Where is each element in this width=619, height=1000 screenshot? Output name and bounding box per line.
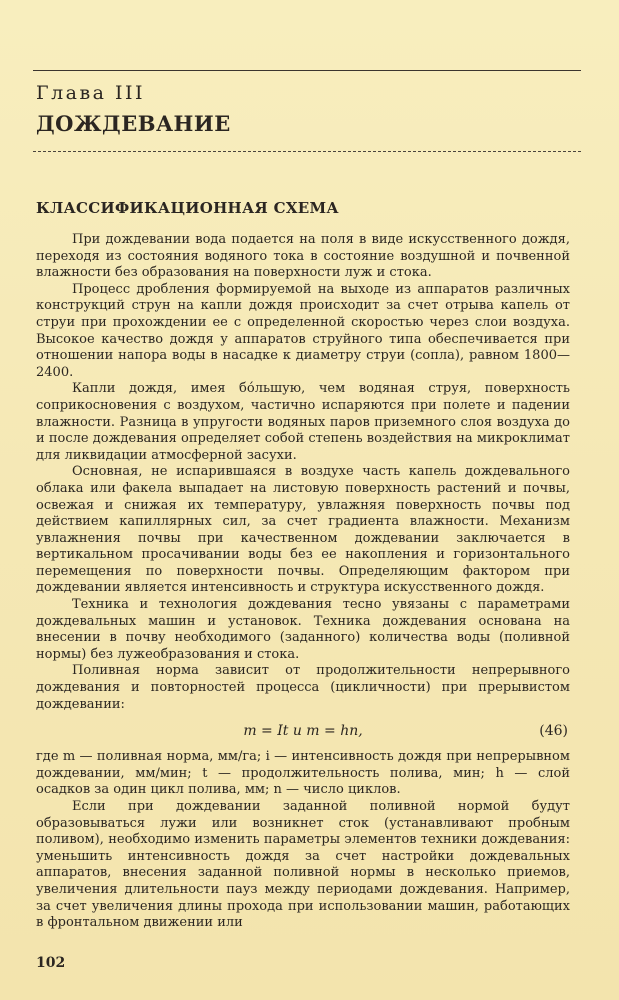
top-rule (33, 70, 581, 71)
body-text (36, 232, 570, 932)
paragraph: Капли дождя, имея бо́льшую, чем водяная струя, поверхность соприкосновения с воздухом, частично испаряются при полете и падении влажности. Разница в упругости водяных паров приземного слоя воздуха до и после дождевания определяет собой степень воздействия на микроклимат для ликвидации атмосферной засухи. (36, 381, 570, 463)
paragraph: Техника и технология дождевания тесно увязаны с параметрами дождевальных машин и установок. Техника дождевания основана на внесении в почву необходимого (заданного) количества воды (поливной нормы) без лужеобразования и стока. (36, 597, 570, 662)
chapter-label: Глава III (36, 82, 146, 104)
section-title: КЛАССИФИКАЦИОННАЯ СХЕМА (36, 199, 339, 217)
formula (36, 713, 570, 749)
formula-expression: m = It и m = hn, (243, 723, 363, 740)
bottom-rule (33, 151, 581, 152)
chapter-title: ДОЖДЕВАНИЕ (36, 111, 231, 136)
formula-number: (46) (539, 723, 568, 740)
paragraph: При дождевании вода подается на поля в виде искусственного дождя, переходя из состояния водяного тока в состояние воздушной и почвенной влажности без образования на поверхности луж и стока. (36, 232, 570, 281)
paragraph: Поливная норма зависит от продолжительности непрерывного дождевания и повторностей процесса (цикличности) при прерывистом дождевании: (36, 663, 570, 712)
paragraph: Процесс дробления формируемой на выходе из аппаратов различных конструкций струн на капли дождя происходит за счет отрыва капель от струи при прохождении ее с определенной скоростью через слои воздуха. Высокое качество дождя у аппаратов струйного типа обеспечивается при отношении напора воды в насадке к диаметру струи (сопла), равном 1800—2400. (36, 281, 570, 380)
paragraph: где m — поливная норма, мм/га; i — интенсивность дождя при непрерывном дождевании, мм/мин; t — продолжительность полива, мин; h — слой осадков за один цикл полива, мм; n — число циклов. (36, 749, 570, 798)
paragraph: Если при дождевании заданной поливной нормой будут образовываться лужи или возникнет сток (устанавливают пробным поливом), необходимо изменить параметры элементов техники дождевания: уменьшить интенсивность дождя за счет настройки дождевальных аппаратов, внесения заданной поливной нормы в несколько приемов, увеличения длительности пауз между периодами дождевания. Например, за счет увеличения длины прохода при использовании машин, работающих в фронтальном движении или (36, 799, 570, 931)
paragraph: Основная, не испарившаяся в воздухе часть капель дождевального облака или факела выпадает на листовую поверхность растений и почвы, освежая и снижая их температуру, увлажняя поверхность почвы под действием капиллярных сил, за счет градиента влажности. Механизм увлажнения почвы при качественном дождевании заключается в вертикальном просачивании воды без ее накопления и горизонтального перемещения по поверхности почвы. Определяющим фактором при дождевании является интенсивность и структура искусственного дождя. (36, 464, 570, 596)
page-number: 102 (36, 955, 66, 971)
